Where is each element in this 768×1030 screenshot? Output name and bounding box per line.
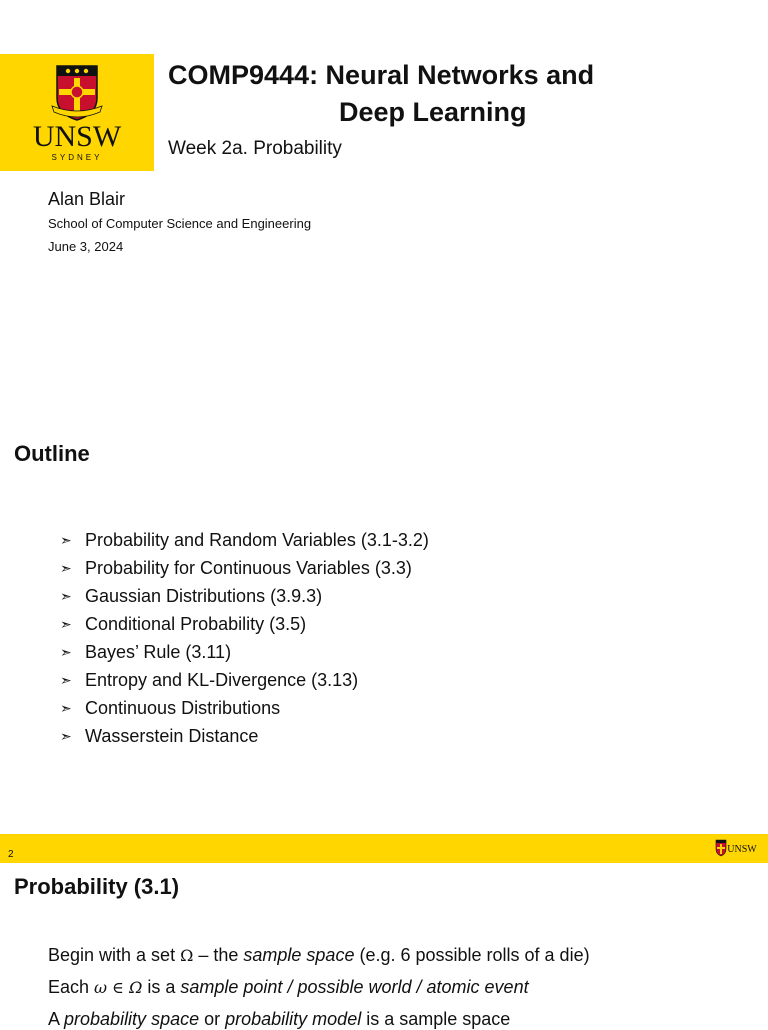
svg-text:SYDNEY: SYDNEY bbox=[51, 153, 103, 162]
omega-symbol: Ω bbox=[180, 946, 194, 965]
unsw-logo-icon bbox=[30, 62, 124, 166]
paragraph-sample-space: Begin with a set Ω – the sample space (e.g. 6 possible rolls of a die) bbox=[48, 945, 590, 965]
paragraph-sample-point: Each ω ∈ Ω is a sample point / possible world / atomic event bbox=[48, 977, 529, 997]
outline-item: ➣ Probability for Continuous Variables (3.3) bbox=[60, 557, 412, 578]
svg-text:UNSW: UNSW bbox=[727, 844, 757, 855]
arrow-bullet-icon: ➣ bbox=[60, 559, 72, 576]
slide-title-line1: COMP9444: Neural Networks and bbox=[168, 60, 595, 90]
outline-item: ➣ Probability and Random Variables (3.1-3.2) bbox=[60, 529, 429, 550]
arrow-bullet-icon: ➣ bbox=[60, 615, 72, 632]
svg-text:UNSW: UNSW bbox=[32, 120, 122, 153]
page-number: 2 bbox=[8, 849, 14, 860]
outline-heading: Outline bbox=[14, 441, 90, 466]
probability-heading: Probability (3.1) bbox=[14, 874, 180, 899]
arrow-bullet-icon: ➣ bbox=[60, 587, 72, 604]
school-name: School of Computer Science and Engineering bbox=[48, 216, 312, 231]
lecture-date: June 3, 2024 bbox=[48, 239, 124, 254]
outline-item: ➣ Continuous Distributions bbox=[60, 697, 281, 718]
arrow-bullet-icon: ➣ bbox=[60, 727, 72, 744]
arrow-bullet-icon: ➣ bbox=[60, 671, 72, 688]
unsw-logo-block bbox=[0, 54, 154, 171]
paragraph-probability-space: A probability space or probability model is a sample space bbox=[48, 1009, 511, 1029]
arrow-bullet-icon: ➣ bbox=[60, 699, 72, 716]
author-name: Alan Blair bbox=[48, 189, 126, 209]
outline-item: ➣ Entropy and KL-Divergence (3.13) bbox=[60, 669, 359, 690]
outline-item: ➣ Bayes’ Rule (3.11) bbox=[60, 641, 232, 662]
outline-item: ➣ Wasserstein Distance bbox=[60, 725, 259, 746]
slide-footer-bar bbox=[0, 834, 768, 863]
arrow-bullet-icon: ➣ bbox=[60, 643, 72, 660]
unsw-mini-logo-icon bbox=[714, 839, 758, 859]
slide-title-line2: Deep Learning bbox=[339, 97, 527, 127]
omega-in-omega-formula: ω ∈ Ω bbox=[94, 978, 143, 997]
outline-list bbox=[60, 526, 429, 750]
slide-subtitle: Week 2a. Probability bbox=[168, 138, 342, 159]
outline-item: ➣ Gaussian Distributions (3.9.3) bbox=[60, 585, 323, 606]
arrow-bullet-icon: ➣ bbox=[60, 531, 72, 548]
outline-item: ➣ Conditional Probability (3.5) bbox=[60, 613, 307, 634]
